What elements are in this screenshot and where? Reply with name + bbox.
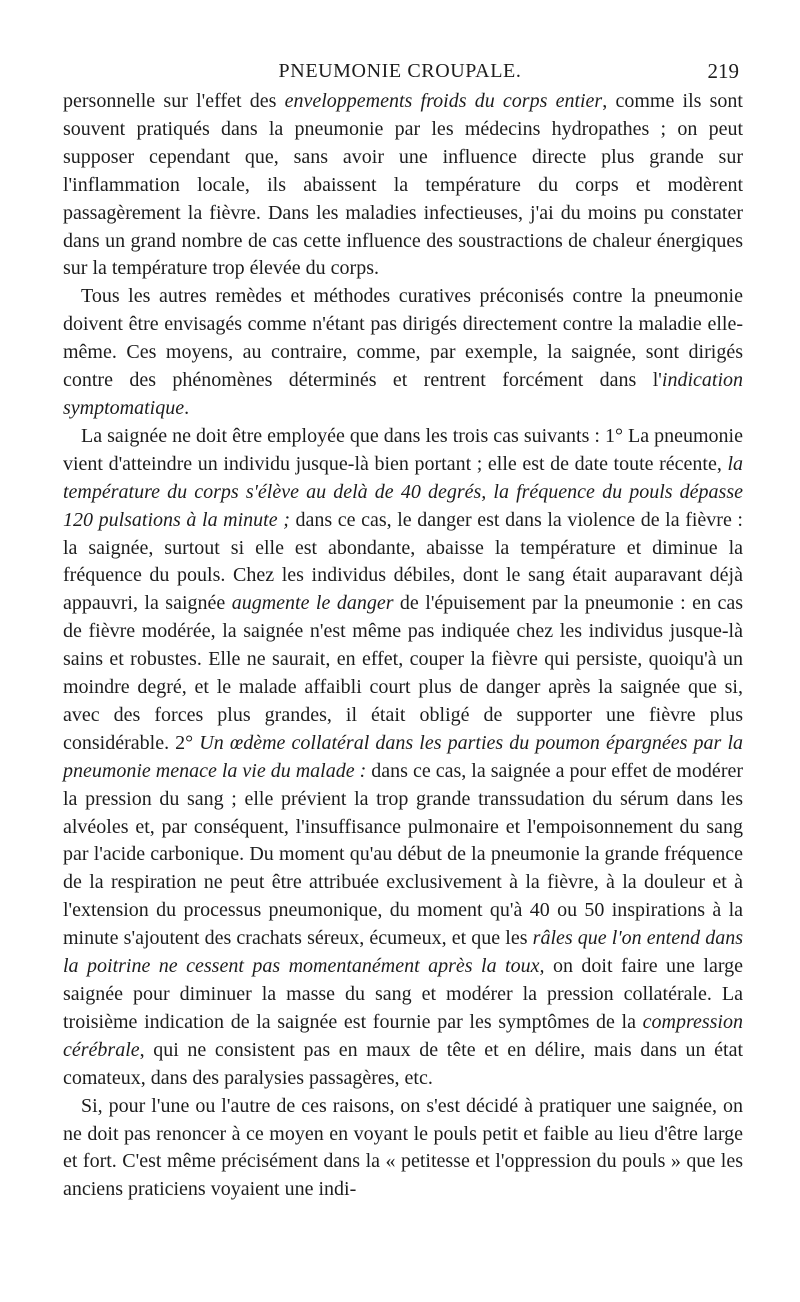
- text-run: dans ce cas, le danger est dans la violence de la fièvre : la saignée, surtout si elle est abondante, abaisse la température et diminue la fréquence du pouls. Chez les individus débiles, dont le sang était auparavant déjà appauvri, la saignée: [63, 508, 743, 615]
- paragraph-2: [63, 283, 743, 423]
- paragraph-1: [63, 88, 743, 283]
- text-run: La saignée ne doit être employée que dans les trois cas suivants : 1° La pneumonie vient d'atteindre un individu jusque-là bien portant ; elle est de date toute récente,: [63, 424, 743, 475]
- body-text: [63, 88, 743, 1204]
- italic-run: augmente le danger: [231, 592, 394, 615]
- paragraph-4: [63, 1093, 743, 1205]
- text-run: on doit faire une large saignée pour diminuer la masse du sang et modérer la pression collatérale. La troisième indication de la saignée est fournie par les symptômes de la: [63, 955, 744, 1033]
- page-header: [0, 56, 800, 86]
- paragraph-3: [63, 423, 743, 1093]
- italic-run: râles que l'on entend dans la poitrine ne cessent pas momentanément après la toux,: [63, 927, 743, 978]
- text-run: , qui ne consistent pas en maux de tête et en délire, mais dans un état comateux, dans des paralysies passagères, etc.: [63, 1038, 743, 1089]
- text-run: , comme ils sont souvent pratiqués dans la pneumonie par les médecins hydropathes ; on peut supposer cependant que, sans avoir une influence directe plus grande sur l'inflammation locale, ils abaissent la température du corps et modèrent passagèrement la fièvre. Dans les maladies infectieuses, j'ai du moins pu constater dans un grand nombre de cas cette influence des soustractions de chaleur énergiques sur la température trop élevée du corps.: [63, 90, 743, 280]
- text-run: de l'épuisement par la pneumonie : en cas de fièvre modérée, la saignée n'est même pas indiquée chez les individus jusque-là sains et robustes. Elle ne saurait, en effet, couper la fièvre qui persiste, quoiqu'à un moindre degré, et le malade affaibli court plus de danger après la saignée que si, avec des forces plus grandes, il était obligé de supporter une fièvre plus considérable. 2°: [63, 592, 744, 754]
- running-head: PNEUMONIE CROUPALE.: [278, 60, 522, 82]
- italic-run: la température du corps s'élève au delà de 40 degrés, la fréquence du pouls dépasse 120 pulsations à la minute ;: [63, 452, 743, 531]
- text-run: Si, pour l'une ou l'autre de ces raisons, on s'est décidé à pratiquer une saignée, on ne doit pas renoncer à ce moyen en voyant le pouls petit et faible au lieu d'être large et fort. C'est même précisément dans la « petitesse et l'oppression du pouls » que les anciens praticiens voyaient une indi-: [63, 1094, 743, 1201]
- italic-run: Un œdème collatéral dans les parties du poumon épargnées par la pneumonie menace la vie du malade :: [63, 731, 743, 782]
- italic-run: indication symptomatique: [63, 369, 743, 419]
- text-run: dans ce cas, la saignée a pour effet de modérer la pression du sang ; elle prévient la trop grande transsudation du sérum dans les alvéoles et, par conséquent, l'insuffisance pulmonaire et l'empoisonnement du sang par l'acide carbonique. Du moment qu'au début de la pneumonie la grande fréquence de la respiration ne peut être attribuée exclusivement à la fièvre, à la douleur et à l'extension du processus pneumonique, du moment qu'à 40 ou 50 inspirations à la minute s'ajoutent des crachats séreux, écumeux, et que les: [63, 759, 744, 950]
- italic-run: enveloppements froids du corps entier: [284, 90, 603, 112]
- text-run: .: [184, 396, 190, 419]
- page-number: 219: [707, 59, 739, 83]
- text-run: Tous les autres remèdes et méthodes curatives préconisés contre la pneumonie doivent être envisagés comme n'étant pas dirigés directement contre la maladie elle-même. Ces moyens, au contraire, comme, par exemple, la saignée, sont dirigés contre des phénomènes déterminés et rentrent forcément dans l': [63, 285, 743, 392]
- italic-run: compression cérébrale: [63, 1010, 743, 1061]
- text-run: personnelle sur l'effet des: [63, 90, 285, 112]
